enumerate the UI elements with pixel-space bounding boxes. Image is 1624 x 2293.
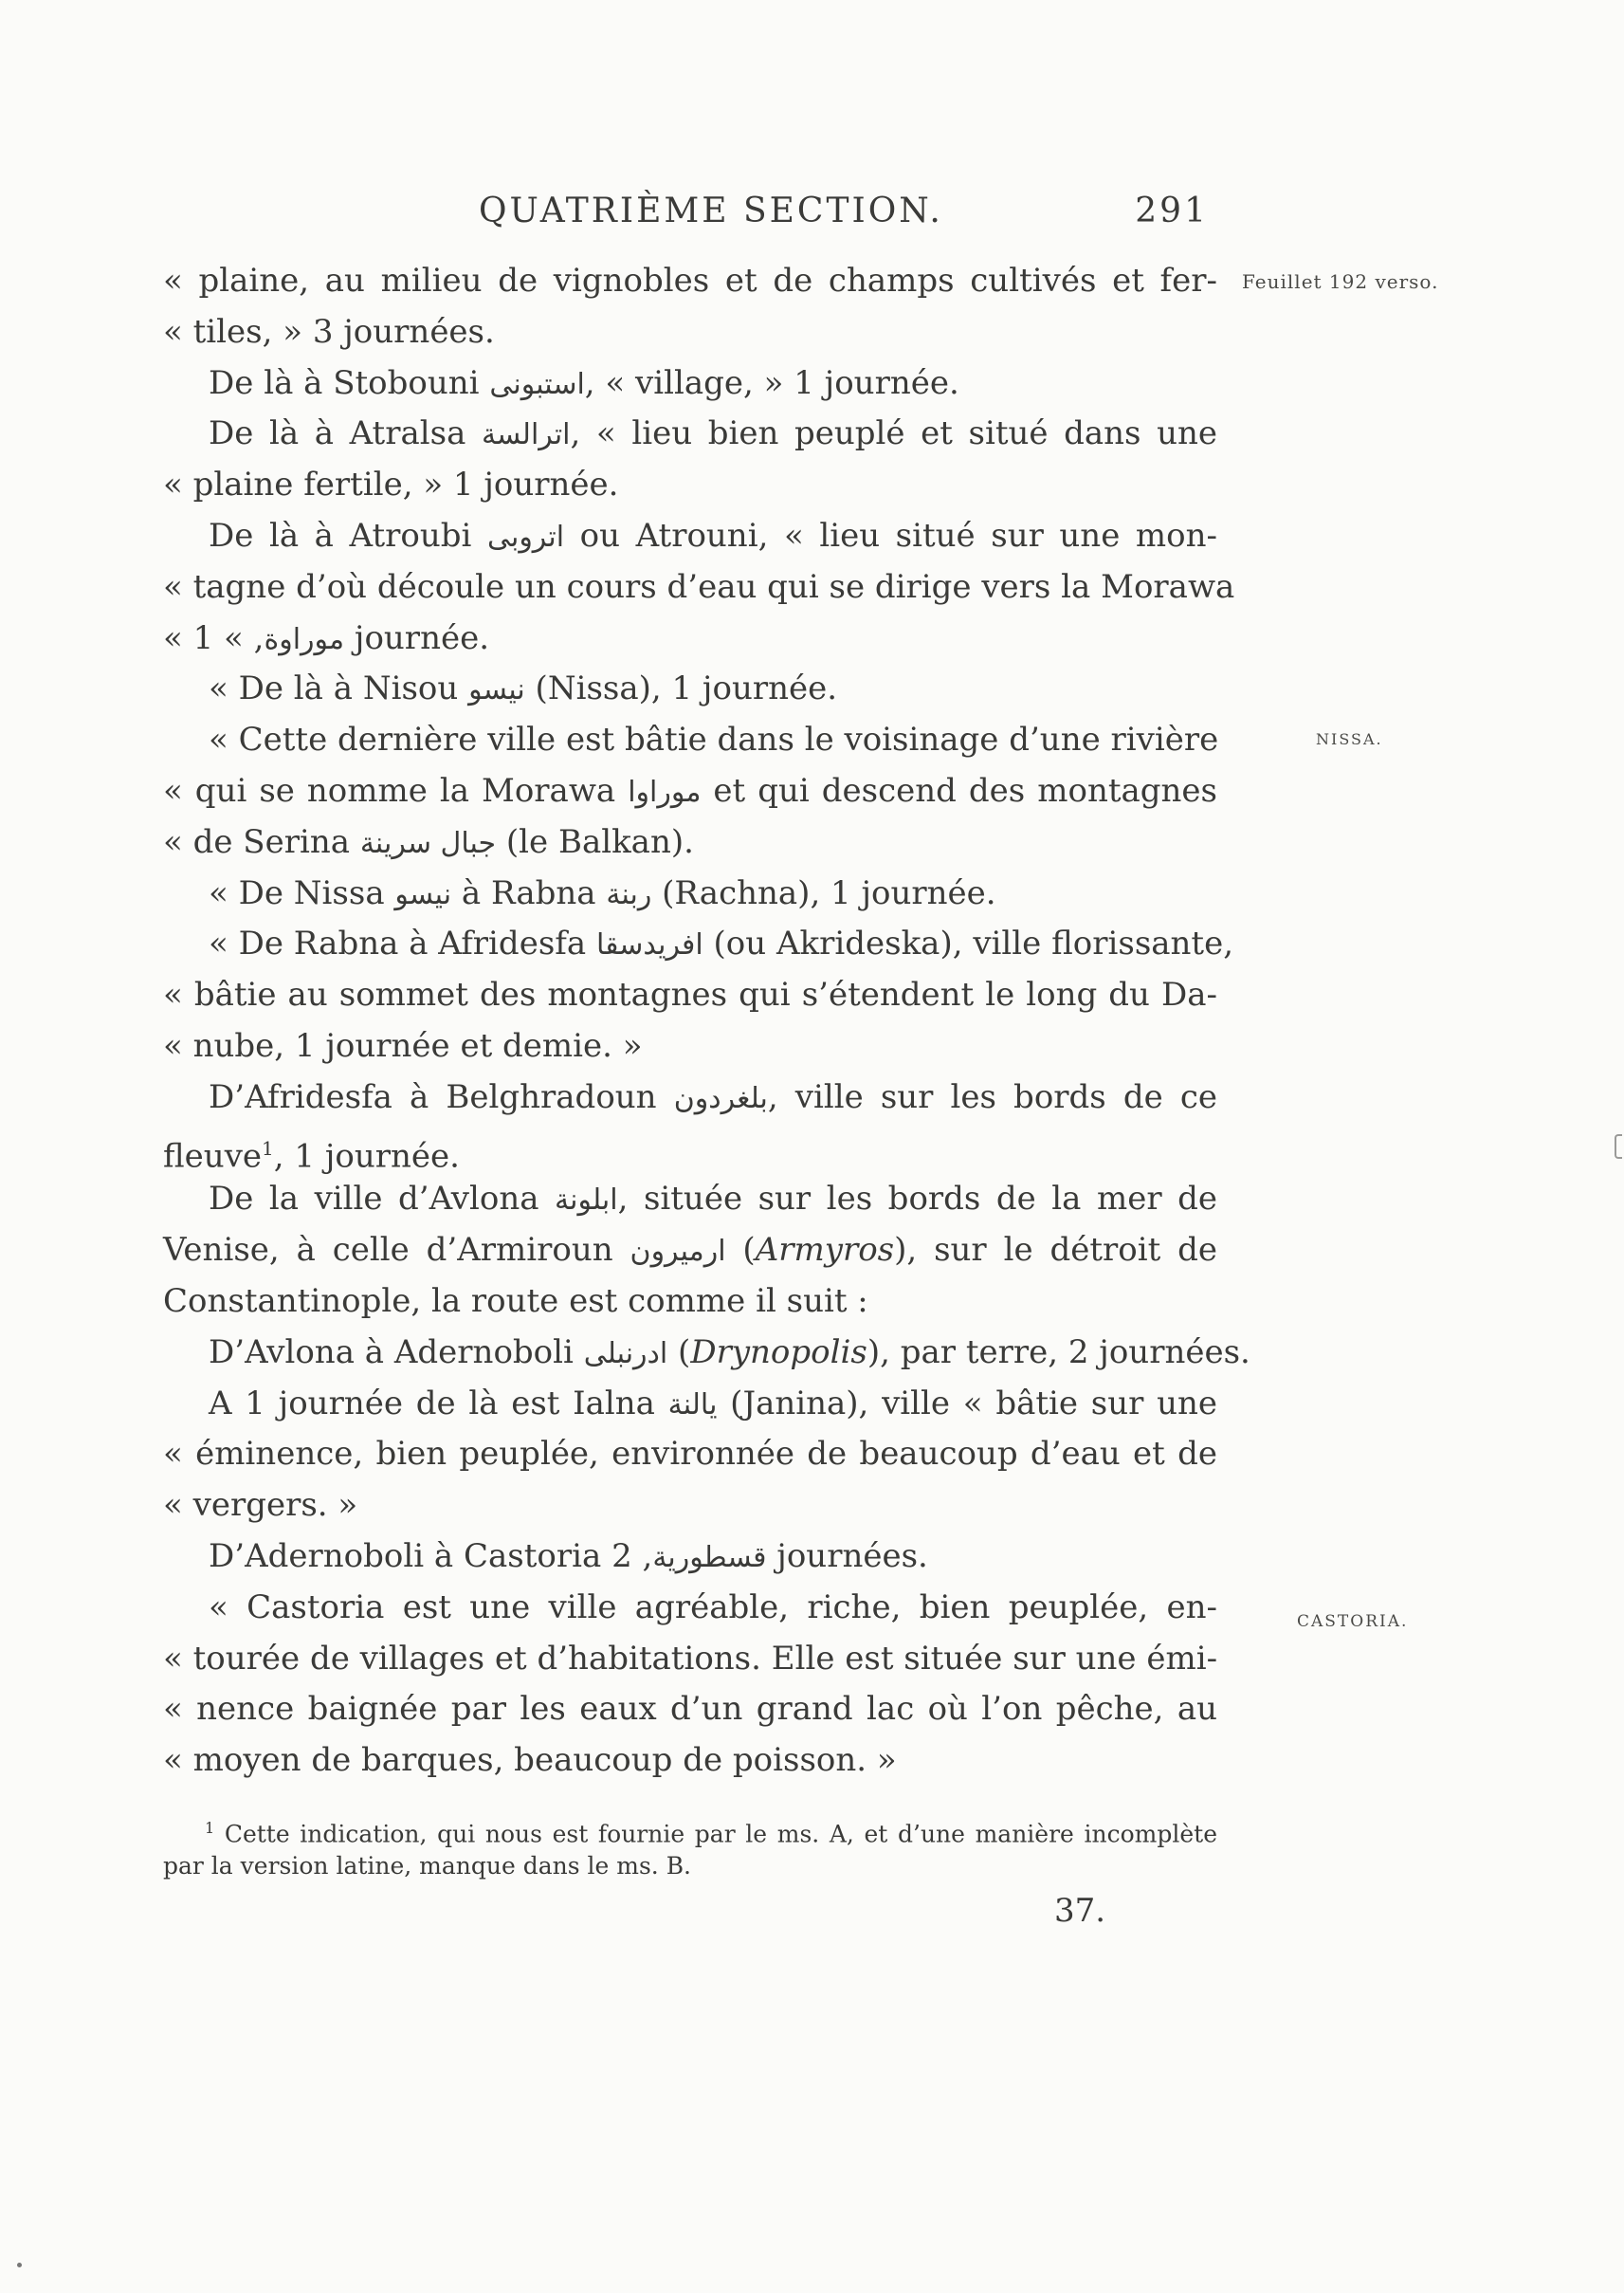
margin-note-castoria: CASTORIA. — [1297, 1612, 1409, 1631]
text-line: « موراوة, » 1 journée. — [163, 618, 490, 657]
text-line: « plaine fertile, » 1 journée. — [163, 466, 619, 504]
text-line: « de Serina جبال سرينة (le Balkan). — [163, 822, 694, 861]
footnote-marker: 1 — [205, 1819, 215, 1837]
arabic-place-name: ربنة — [606, 877, 652, 911]
footnote-line: $^1$ Cette indication, qui nous est fournie par le ms. A, et d’une manière incomplète — [205, 1819, 1217, 1848]
text-line: fleuve$^1$, 1 journée. — [163, 1136, 460, 1175]
text-line: « vergers. » — [163, 1486, 358, 1525]
text-line: « qui se nomme la Morawa موراوا et qui descend des montagnes — [163, 771, 1218, 810]
text-line: D’Adernoboli à Castoria قسطورية, 2 journées. — [209, 1536, 928, 1575]
text-line: Venise, à celle d’Armiroun ارميرون (Armyros), sur le détroit de — [163, 1231, 1218, 1270]
arabic-place-name: استبونى — [489, 367, 585, 401]
arabic-place-name: قسطورية — [652, 1540, 767, 1574]
scan-dot — [17, 2263, 22, 2267]
margin-note-nissa: NISSA. — [1316, 730, 1383, 748]
text-line: « tiles, » 3 journées. — [163, 312, 495, 351]
running-header — [479, 192, 1209, 239]
page-number: 291 — [1135, 192, 1209, 230]
text-line: « moyen de barques, beaucoup de poisson. » — [163, 1741, 897, 1780]
footnote — [163, 1809, 1217, 1885]
arabic-place-name: بلغردون — [673, 1081, 768, 1115]
arabic-place-name: ارميرون — [630, 1235, 726, 1269]
arabic-place-name: موراوا — [628, 775, 702, 809]
arabic-place-name: نيسو — [394, 877, 452, 911]
text-line: « De Rabna à Afridesfa افريدسقا (ou Akrideska), ville florissante, — [209, 925, 1234, 963]
text-line: De là à Atralsa اترالسة, « lieu bien peuplé et situé dans une — [209, 414, 1218, 453]
text-line: « tourée de villages et d’habitations. Elle est située sur une émi- — [163, 1639, 1218, 1678]
text-line: « éminence, bien peuplée, environnée de beaucoup d’eau et de — [163, 1435, 1217, 1474]
body-text — [163, 256, 1250, 1787]
text-line: D’Afridesfa à Belghradoun بلغردون, ville sur les bords de ce — [209, 1077, 1217, 1116]
arabic-place-name: افريدسقا — [595, 928, 703, 963]
text-line: De là à Stobouni استبونى, « village, » 1 journée. — [209, 363, 959, 402]
edge-bracket-mark — [1615, 1134, 1622, 1159]
arabic-place-name: يالنة — [667, 1387, 718, 1422]
text-line: Constantinople, la route est comme il suit : — [163, 1281, 868, 1320]
text-line: De là à Atroubi اتروبى ou Atrouni, « lieu situé sur une mon- — [209, 516, 1217, 555]
arabic-place-name: اتروبى — [486, 520, 565, 554]
arabic-place-name: نيسو — [468, 673, 525, 707]
text-line: A 1 journée de là est Ialna يالنة (Janina), ville « bâtie sur une — [209, 1384, 1217, 1422]
margin-note-folio: Feuillet 192 verso. — [1242, 270, 1439, 293]
text-line: « nube, 1 journée et demie. » — [163, 1026, 643, 1065]
text-line: « tagne d’où découle un cours d’eau qui se dirige vers la Morawa — [163, 567, 1235, 606]
text-line: De la ville d’Avlona ابلونة, située sur les bords de la mer de — [209, 1180, 1217, 1219]
text-line: D’Avlona à Adernoboli ادرنبلى (Drynopolis), par terre, 2 journées. — [209, 1332, 1250, 1371]
arabic-place-name: اترالسة — [481, 418, 571, 452]
text-line: « Cette dernière ville est bâtie dans le voisinage d’une rivière — [209, 721, 1219, 760]
footnote-reference: 1 — [262, 1136, 274, 1160]
text-line: « De Nissa نيسو à Rabna ربنة (Rachna), 1 journée. — [209, 873, 996, 912]
signature-mark: 37. — [1054, 1892, 1106, 1930]
arabic-place-name: جبال سرينة — [359, 826, 497, 860]
text-line: « bâtie au sommet des montagnes qui s’étendent le long du Da- — [163, 976, 1217, 1015]
text-line: « nence baignée par les eaux d’un grand lac où l’on pêche, au — [163, 1690, 1217, 1729]
arabic-place-name: ادرنبلى — [583, 1336, 668, 1370]
arabic-place-name: موراوة — [264, 622, 345, 656]
text-line: « Castoria est une ville agréable, riche, bien peuplée, en- — [209, 1587, 1217, 1626]
arabic-place-name: ابلونة — [555, 1183, 618, 1218]
text-line: « plaine, au milieu de vignobles et de champs cultivés et fer- — [163, 262, 1217, 300]
text-line: « De là à Nisou نيسو (Nissa), 1 journée. — [209, 670, 838, 708]
section-title: QUATRIÈME SECTION. — [479, 192, 943, 230]
footnote-line: par la version latine, manque dans le ms. B. — [163, 1852, 692, 1880]
